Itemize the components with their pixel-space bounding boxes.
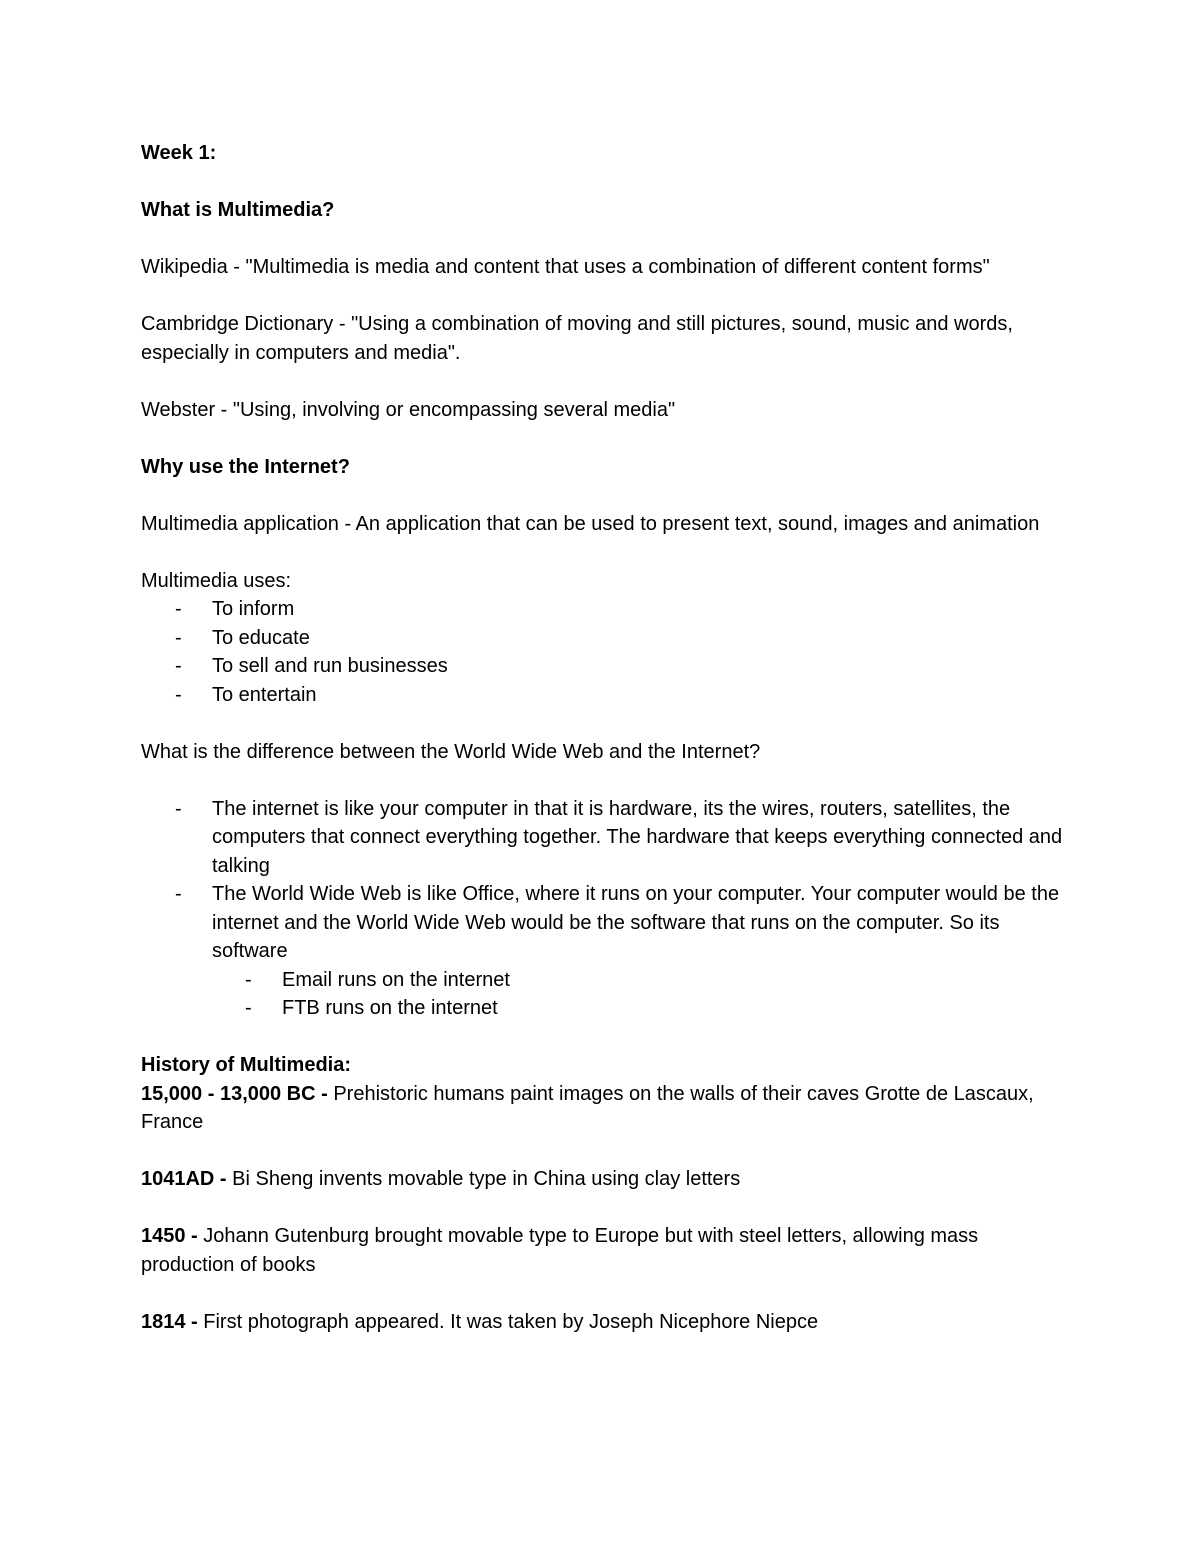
- list-item: - To sell and run businesses: [141, 652, 1071, 681]
- list-item: - To entertain: [141, 681, 1071, 710]
- history-date: 1814 -: [141, 1310, 204, 1333]
- www-points-list: [141, 795, 1071, 966]
- history-text: First photograph appeared. It was taken by Joseph Nicephore Niepce: [203, 1310, 819, 1333]
- history-date: 1450 -: [141, 1225, 204, 1247]
- heading-what-is-multimedia: What is Multimedia?: [141, 199, 335, 221]
- definition-webster: Webster - "Using, involving or encompassing several media": [141, 398, 676, 421]
- history-entry: [141, 1222, 1071, 1279]
- list-item: - Email runs on the internet: [141, 966, 1071, 995]
- www-subpoints-list: [141, 966, 1071, 1023]
- heading-why-use-internet: Why use the Internet?: [141, 455, 350, 478]
- list-item: - The World Wide Web is like Office, where it runs on your computer. Your computer would be the internet and the World Wide Web would be the software that runs on the computer. So its software: [141, 880, 1071, 966]
- multimedia-application-text: Multimedia application - An application that can be used to present text, sound, images and animation: [141, 512, 1040, 535]
- history-date: 15,000 - 13,000 BC -: [141, 1082, 334, 1105]
- history-heading: History of Multimedia:: [141, 1054, 352, 1076]
- history-entry: [141, 1080, 1071, 1137]
- multimedia-uses-list: [141, 595, 1071, 709]
- history-text: Prehistoric humans paint images on the walls of their caves Grotte de Lascaux, France: [141, 1082, 1034, 1133]
- history-entry: [141, 1308, 1071, 1337]
- definition-wikipedia: Wikipedia - "Multimedia is media and content that uses a combination of different content forms": [141, 256, 990, 278]
- history-text: Bi Sheng invents movable type in China using clay letters: [232, 1168, 741, 1190]
- list-item: - To inform: [141, 595, 1071, 624]
- history-text: Johann Gutenburg brought movable type to Europe but with steel letters, allowing mass production of books: [141, 1225, 979, 1276]
- document-page: [141, 139, 1071, 1336]
- definition-cambridge: Cambridge Dictionary - "Using a combination of moving and still pictures, sound, music and words, especially in computers and media".: [141, 313, 1013, 364]
- history-date: 1041AD -: [141, 1168, 233, 1190]
- multimedia-uses-label: Multimedia uses:: [141, 569, 292, 592]
- week-title: Week 1:: [141, 142, 217, 164]
- list-item: - FTB runs on the internet: [141, 994, 1071, 1023]
- list-item: - To educate: [141, 624, 1071, 653]
- www-question: What is the difference between the World Wide Web and the Internet?: [141, 740, 761, 763]
- list-item: - The internet is like your computer in that it is hardware, its the wires, routers, satellites, the computers that connect everything together. The hardware that keeps everything connected and talking: [141, 795, 1071, 881]
- history-entry: [141, 1165, 1071, 1194]
